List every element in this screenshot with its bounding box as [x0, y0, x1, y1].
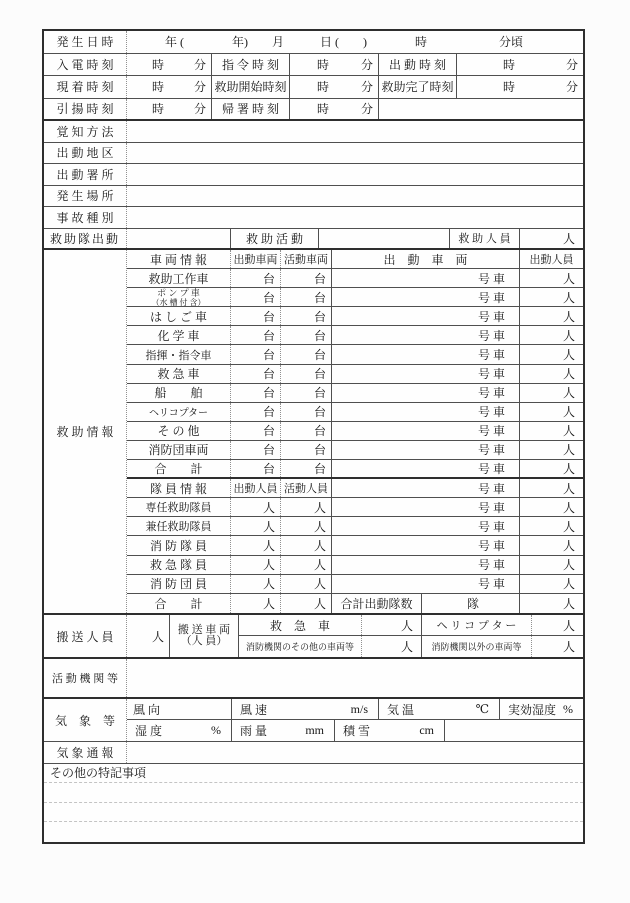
notes-line-field	[44, 783, 583, 802]
personnel-count-field: 人	[562, 462, 575, 477]
unit-rainfall: mm	[305, 723, 324, 737]
unit-minute: 分	[565, 57, 578, 72]
accident-type-row	[44, 207, 583, 229]
dispatched-count-field: 人	[231, 517, 281, 535]
occurrence-datetime-field: 年 ( 年) 月 日 ( ) 時 分頃	[165, 35, 523, 50]
vehicle-number-field: 号 車	[332, 536, 520, 554]
dispatched-count-field: 台	[231, 422, 281, 440]
unit-minute: 分	[193, 80, 206, 95]
call-received-time-label: 入 電 時 刻	[44, 54, 127, 76]
unit-hour: 時	[502, 57, 515, 72]
unit-snowfall: cm	[419, 723, 434, 737]
crew-name: 兼任救助隊員	[127, 517, 231, 535]
personnel-count-field: 人	[562, 271, 575, 286]
active-count-field: 台	[281, 307, 332, 325]
special-notes-label: その他の特記事項	[50, 766, 147, 781]
vehicle-name: 化 学 車	[127, 326, 231, 344]
vehicle-row-ladder-truck	[127, 307, 583, 326]
vehicle-name: は し ご 車	[127, 307, 231, 325]
unit-wind-speed: m/s	[350, 701, 368, 716]
vehicle-row-rescue-truck	[127, 269, 583, 288]
crew-row-brigade-members	[127, 575, 583, 594]
unit-hour: 時	[502, 80, 515, 95]
dispatched-count-field: 台	[231, 269, 281, 287]
non-fire-dept-persons-field: 人	[562, 640, 575, 654]
crew-name: 消 防 団 員	[127, 575, 231, 593]
rescued-persons-field: 人	[562, 231, 575, 246]
dispatch-station-label: 出 動 署 所	[44, 164, 127, 185]
crew-total-row	[127, 594, 583, 613]
crew-name: 消 防 隊 員	[127, 536, 231, 554]
vehicle-row-total	[127, 460, 583, 479]
dispatched-count-field: 台	[231, 307, 281, 325]
personnel-count-field: 人	[562, 577, 575, 592]
vehicle-number-field: 号 車	[332, 575, 520, 593]
active-count-field: 台	[281, 422, 332, 440]
transport-row-1	[239, 615, 583, 636]
rescue-info-section	[44, 250, 583, 615]
crew-row-concurrent-rescuers	[127, 517, 583, 536]
vehicle-row-chemical-truck	[127, 326, 583, 345]
time-row-2	[44, 76, 583, 99]
notification-method-row	[44, 121, 583, 143]
transport-section	[44, 615, 583, 659]
active-count-field: 人	[281, 575, 332, 593]
snowfall-field	[335, 720, 445, 741]
vehicle-number-field: 号 車	[332, 403, 520, 421]
vehicle-number-field: 号 車	[332, 460, 520, 477]
weather-row-1	[127, 699, 583, 720]
wind-speed-label: 風 速	[240, 702, 268, 717]
personnel-count-field: 人	[562, 481, 575, 496]
helicopter-label: ヘ リ コ プ タ ー	[422, 615, 532, 635]
unit-minute: 分	[193, 102, 206, 117]
vehicle-number-field: 号 車	[332, 345, 520, 363]
arrival-time-label: 現 着 時 刻	[44, 76, 127, 98]
dispatched-count-field: 人	[231, 536, 281, 554]
vehicle-info-header: 車 両 情 報	[127, 250, 231, 268]
active-count-field: 台	[281, 441, 332, 459]
crew-name: 専任救助隊員	[127, 498, 231, 516]
unit-percent: %	[563, 701, 573, 716]
unit-percent: %	[211, 723, 221, 737]
dispatch-station-field	[127, 164, 583, 185]
vehicle-row-other	[127, 422, 583, 441]
dispatched-count-field: 台	[231, 288, 281, 306]
dispatched-count-field: 台	[231, 441, 281, 459]
arrival-time-field	[127, 76, 212, 98]
vehicle-name: 船 舶	[127, 384, 231, 402]
call-received-time-field	[127, 54, 212, 76]
active-count-field: 人	[281, 517, 332, 535]
vehicle-row-brigade-vehicle	[127, 441, 583, 460]
departure-time-field	[457, 54, 583, 76]
participating-agencies-row	[44, 659, 583, 699]
vehicle-number-field: 号 車	[332, 556, 520, 574]
personnel-count-field: 人	[562, 367, 575, 382]
active-count-field: 人	[281, 556, 332, 574]
transport-vehicles-label	[170, 615, 239, 657]
time-row-3-empty-cell	[379, 99, 583, 120]
vehicle-number-field: 号 車	[332, 288, 520, 306]
active-count-field: 台	[281, 345, 332, 363]
unit-temperature: ℃	[475, 701, 489, 716]
dispatch-order-time-field	[290, 54, 379, 76]
unit-hour: 時	[316, 57, 329, 72]
vehicle-name: 消防団車両	[127, 441, 231, 459]
crew-name: 救 急 隊 員	[127, 556, 231, 574]
weather-row-2-empty-cell	[445, 720, 583, 741]
rescue-complete-time-label: 救助完了時刻	[379, 76, 457, 98]
rescue-team-dispatch-row	[44, 229, 583, 251]
weather-report-label: 気 象 通 報	[44, 742, 127, 763]
vehicle-number-field: 号 車	[332, 422, 520, 440]
transport-table	[239, 615, 583, 657]
active-count-field: 台	[281, 326, 332, 344]
dispatched-count-field: 台	[231, 460, 281, 477]
vehicle-name-line1: ポ ン プ 車	[157, 288, 200, 298]
unit-minute: 分	[360, 57, 373, 72]
effective-humidity-label: 実効湿度	[508, 702, 557, 717]
active-personnel-header: 活動人員	[281, 479, 332, 497]
vehicle-name	[127, 288, 231, 306]
ambulance-persons-field: 人	[362, 615, 422, 635]
helicopter-persons-field: 人	[562, 618, 575, 633]
personnel-count-field: 人	[562, 519, 575, 534]
personnel-count-field: 人	[562, 500, 575, 515]
active-count-field: 人	[281, 498, 332, 516]
wind-direction-label: 風 向	[127, 699, 232, 719]
crew-row-dedicated-rescuers	[127, 498, 583, 517]
personnel-count-field: 人	[562, 348, 575, 363]
withdrawal-time-label: 引 揚 時 刻	[44, 99, 127, 120]
crew-total-label: 合 計	[127, 594, 231, 613]
rainfall-label: 雨 量	[240, 724, 268, 738]
crew-header-row	[127, 479, 583, 498]
weather-report-field	[127, 742, 583, 763]
rescue-activity-field	[319, 229, 450, 249]
vehicle-name: そ の 他	[127, 422, 231, 440]
occurrence-datetime-row	[44, 31, 583, 54]
squads-count-field: 隊	[422, 594, 520, 613]
crew-info-header: 隊 員 情 報	[127, 479, 231, 497]
accident-type-field	[127, 207, 583, 228]
unit-hour: 時	[316, 80, 329, 95]
withdrawal-time-field	[127, 99, 212, 120]
non-fire-dept-vehicles-label: 消防機関以外の車両等	[422, 636, 532, 657]
vehicle-row-boat	[127, 384, 583, 403]
vehicle-name: 指揮・指令車	[127, 345, 231, 363]
occurrence-location-row	[44, 186, 583, 208]
transport-vehicles-label-line2: （人 員）	[180, 635, 228, 647]
personnel-count-field: 人	[562, 290, 575, 305]
personnel-count-field: 人	[562, 558, 575, 573]
dispatch-district-label: 出 動 地 区	[44, 143, 127, 164]
dispatch-district-row	[44, 143, 583, 165]
unit-minute: 分	[360, 102, 373, 117]
special-notes-line-1	[44, 783, 583, 803]
dispatch-order-time-label: 指 令 時 刻	[212, 54, 290, 76]
notes-line-field	[44, 803, 583, 822]
dispatched-vehicle-ids-header: 出 動 車 両	[332, 250, 520, 268]
unit-hour: 時	[316, 102, 329, 117]
active-count-field: 台	[281, 403, 332, 421]
vehicle-row-pump-truck	[127, 288, 583, 307]
time-row-1	[44, 54, 583, 77]
personnel-count-field: 人	[562, 538, 575, 553]
dispatched-count-field: 台	[231, 403, 281, 421]
dispatched-count-field: 人	[231, 594, 281, 613]
vehicle-number-field: 号 車	[332, 307, 520, 325]
weather-label: 気 象 等	[44, 699, 127, 741]
unit-minute: 分	[193, 57, 206, 72]
dispatched-count-field: 人	[231, 575, 281, 593]
rescue-info-table	[127, 250, 583, 613]
unit-hour: 時	[151, 80, 164, 95]
active-count-field: 台	[281, 269, 332, 287]
departure-time-label: 出 動 時 刻	[379, 54, 457, 76]
vehicle-number-field: 号 車	[332, 517, 520, 535]
vehicle-row-ambulance	[127, 365, 583, 384]
weather-report-row	[44, 742, 583, 764]
wind-speed-field	[232, 699, 379, 719]
vehicle-total-label: 合 計	[127, 460, 231, 477]
time-row-3	[44, 99, 583, 122]
vehicle-number-field: 号 車	[332, 479, 520, 497]
dispatch-district-field	[127, 143, 583, 164]
vehicle-header-row	[127, 250, 583, 269]
rescued-persons-label: 救 助 人 員	[450, 229, 520, 249]
notification-method-field	[127, 121, 583, 142]
occurrence-datetime-label: 発 生 日 時	[44, 31, 127, 53]
temperature-field	[379, 699, 500, 719]
weather-section	[44, 699, 583, 742]
dispatched-count-field: 台	[231, 384, 281, 402]
active-count-field: 台	[281, 460, 332, 477]
notification-method-label: 覚 知 方 法	[44, 121, 127, 142]
active-count-field: 台	[281, 288, 332, 306]
weather-row-2	[127, 720, 583, 741]
transport-vehicles-label-line1: 搬 送 車 両	[177, 624, 231, 636]
transport-row-2	[239, 636, 583, 657]
personnel-count-field: 人	[562, 424, 575, 439]
humidity-field	[127, 720, 232, 741]
crew-row-paramedics	[127, 556, 583, 575]
total-squads-label: 合計出動隊数	[332, 594, 422, 613]
vehicle-number-field: 号 車	[332, 326, 520, 344]
weather-table	[127, 699, 583, 741]
dispatched-count-field: 台	[231, 326, 281, 344]
rescue-complete-time-field	[457, 76, 583, 98]
participating-agencies-field	[127, 659, 583, 697]
vehicle-number-field: 号 車	[332, 365, 520, 383]
active-count-field: 人	[281, 594, 332, 613]
rescue-start-time-label: 救助開始時刻	[212, 76, 290, 98]
return-time-field	[290, 99, 379, 120]
transported-persons-label: 搬 送 人 員	[44, 615, 127, 657]
vehicle-number-field: 号 車	[332, 441, 520, 459]
dispatch-station-row	[44, 164, 583, 186]
rescue-team-dispatch-label: 救助隊出動	[44, 229, 127, 249]
unit-minute: 分	[360, 80, 373, 95]
return-time-label: 帰 署 時 刻	[212, 99, 290, 120]
special-notes-line-3	[44, 822, 583, 842]
vehicle-name: 救 急 車	[127, 365, 231, 383]
personnel-count-field: 人	[562, 405, 575, 420]
effective-humidity-field	[500, 699, 583, 719]
vehicle-number-field: 号 車	[332, 384, 520, 402]
dispatched-count-field: 台	[231, 365, 281, 383]
transported-persons-field: 人	[127, 615, 170, 657]
vehicle-name: 救助工作車	[127, 269, 231, 287]
notes-line-field	[44, 822, 583, 842]
dispatched-personnel-header: 出動人員	[529, 254, 574, 267]
vehicle-name-line2: （水 槽 付 含）	[151, 297, 206, 307]
dispatched-count-field: 人	[231, 556, 281, 574]
occurrence-location-field	[127, 186, 583, 207]
vehicle-row-helicopter	[127, 403, 583, 422]
crew-row-firefighters	[127, 536, 583, 555]
rescue-team-dispatch-field	[127, 229, 231, 249]
unit-minute: 分	[565, 80, 578, 95]
special-notes-line-2	[44, 803, 583, 823]
unit-hour: 時	[151, 57, 164, 72]
personnel-count-field: 人	[562, 386, 575, 401]
vehicle-row-command-car	[127, 345, 583, 364]
active-vehicles-header: 活動車両	[281, 250, 332, 268]
active-count-field: 台	[281, 365, 332, 383]
dispatched-personnel-header: 出動人員	[231, 479, 281, 497]
unit-hour: 時	[151, 102, 164, 117]
fire-dept-other-vehicles-label: 消防機関のその他の車両等	[239, 636, 362, 657]
special-notes-header-row	[44, 764, 583, 784]
temperature-label: 気 温	[387, 702, 415, 717]
ambulance-label: 救 急 車	[239, 615, 362, 635]
humidity-label: 湿 度	[135, 724, 163, 738]
vehicle-number-field: 号 車	[332, 498, 520, 516]
active-count-field: 人	[281, 536, 332, 554]
fire-dept-other-persons-field: 人	[362, 636, 422, 657]
accident-type-label: 事 故 種 別	[44, 207, 127, 228]
snowfall-label: 積 雪	[343, 724, 371, 738]
rescue-activity-label: 救 助 活 動	[231, 229, 319, 249]
personnel-count-field: 人	[562, 309, 575, 324]
personnel-count-field: 人	[562, 443, 575, 458]
participating-agencies-label: 活 動 機 関 等	[44, 659, 127, 697]
vehicle-number-field: 号 車	[332, 269, 520, 287]
rainfall-field	[232, 720, 335, 741]
occurrence-location-label: 発 生 場 所	[44, 186, 127, 207]
dispatched-count-field: 人	[231, 498, 281, 516]
rescue-info-label: 救 助 情 報	[44, 250, 127, 613]
personnel-count-field: 人	[562, 596, 575, 611]
vehicle-name: ヘリコプター	[127, 403, 231, 421]
active-count-field: 台	[281, 384, 332, 402]
rescue-start-time-field	[290, 76, 379, 98]
rescue-report-form	[42, 29, 585, 844]
dispatched-count-field: 台	[231, 345, 281, 363]
personnel-count-field: 人	[562, 328, 575, 343]
dispatched-vehicles-header: 出動車両	[231, 250, 281, 268]
